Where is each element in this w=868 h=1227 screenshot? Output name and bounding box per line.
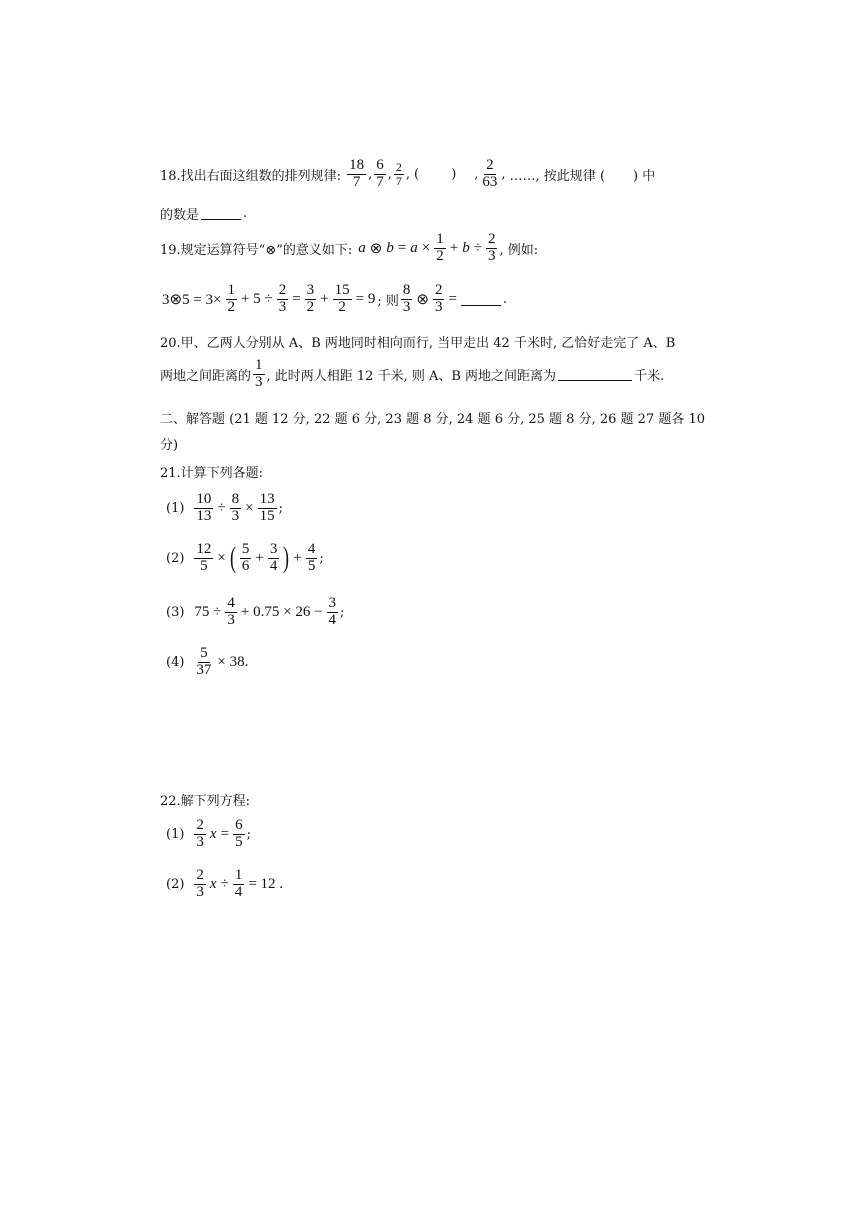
q19-ex-frac-half: $\frac{1}{2}$ bbox=[227, 282, 235, 315]
q19-eq: = bbox=[397, 239, 407, 256]
q19-ex-plus5: + 5 ÷ bbox=[241, 290, 273, 307]
q19-q-frac-2: $\frac{2}{3}$ bbox=[434, 282, 443, 315]
q19-var-b: b bbox=[386, 239, 394, 256]
q19-q-eq: = bbox=[448, 290, 457, 307]
q19-ex-result: = 9 bbox=[355, 290, 376, 307]
q19-frac-half: $\frac{1}{2}$ bbox=[436, 231, 444, 264]
q22-p1-eq: = bbox=[220, 825, 230, 842]
q19-line2 bbox=[160, 283, 507, 316]
q22-p2-label: (2) bbox=[166, 876, 185, 892]
q21-p3-lead: 75 ÷ bbox=[194, 603, 222, 620]
q18-frac-3: $\frac{2}{7}$ bbox=[395, 160, 402, 188]
q20-line2a: 两地之间距离的 bbox=[160, 368, 252, 384]
q22-p1-frac-a: $\frac{2}{3}$ bbox=[196, 817, 204, 850]
q20-unit: 千米. bbox=[634, 368, 665, 384]
q21-p4-tail: × 38. bbox=[217, 653, 249, 670]
q19-q-frac-1: $\frac{8}{3}$ bbox=[402, 282, 411, 315]
q20-line1 bbox=[160, 332, 675, 351]
q22-p1-end: ; bbox=[246, 826, 251, 842]
q21-part1 bbox=[166, 492, 283, 525]
q19-q-op: ⊗ bbox=[416, 291, 429, 308]
q21-p1-times: × bbox=[245, 499, 254, 516]
q21-title-text: 21.计算下列各题: bbox=[160, 466, 264, 481]
section2-line1 bbox=[160, 408, 705, 427]
q21-part3 bbox=[166, 596, 344, 629]
q21-p3-mid: + 0.75 × 26 − bbox=[240, 603, 323, 620]
q19-var-a2: a bbox=[410, 239, 418, 256]
q19-var-a: a bbox=[358, 239, 366, 256]
q18-tail2: ) 中 bbox=[633, 168, 656, 184]
q21-p2-frac-a: $\frac{12}{5}$ bbox=[196, 541, 212, 574]
q21-part4 bbox=[166, 646, 250, 679]
q18-prefix: 18.找出右面这组数的排列规律: bbox=[160, 168, 342, 184]
q19-frac-two-thirds: $\frac{2}{3}$ bbox=[487, 231, 496, 264]
q20-frac-third: $\frac{1}{3}$ bbox=[255, 357, 263, 390]
q21-p3-end: ; bbox=[340, 604, 345, 620]
q21-p2-frac-d: $\frac{4}{5}$ bbox=[307, 541, 316, 574]
q21-p3-frac-b: $\frac{3}{4}$ bbox=[328, 595, 337, 628]
q19-times: × bbox=[421, 239, 431, 256]
q19-div: ÷ bbox=[473, 239, 482, 256]
q18-paren-blank: ( ) bbox=[413, 166, 471, 182]
q21-p3-label: (3) bbox=[166, 604, 185, 620]
q18-tail: ……, 按此规律 ( bbox=[509, 168, 606, 184]
q18-period: . bbox=[243, 206, 248, 221]
section2-line2 bbox=[160, 434, 178, 453]
q19-line1 bbox=[160, 232, 538, 265]
q18-frac-2: $\frac{6}{7}$ bbox=[376, 157, 384, 190]
q19-ex-frac-a: $\frac{3}{2}$ bbox=[306, 282, 315, 315]
q21-p1-div: ÷ bbox=[217, 499, 226, 516]
q22-p1-frac-b: $\frac{6}{5}$ bbox=[235, 817, 243, 850]
q18-frac-4: $\frac{2}{63}$ bbox=[482, 157, 498, 190]
q19-period: . bbox=[502, 291, 508, 307]
q21-p4-label: (4) bbox=[166, 654, 185, 670]
q18-answer-blank bbox=[201, 207, 241, 220]
section2-title-cont: 分) bbox=[160, 438, 179, 453]
q21-p1-end: ; bbox=[278, 500, 284, 516]
q19-example-label: , 例如: bbox=[499, 242, 539, 258]
q20-line2b: , 此时两人相距 12 千米, 则 A、B 两地之间距离为 bbox=[266, 368, 557, 384]
q22-p2-tail: = 12 . bbox=[248, 875, 284, 892]
q19-plus: + bbox=[449, 239, 459, 256]
q21-p1-label: (1) bbox=[166, 500, 185, 516]
q22-p1-var-x: x bbox=[209, 825, 217, 842]
q21-p1-frac-c: $\frac{13}{15}$ bbox=[259, 491, 275, 524]
q21-p2-frac-b: $\frac{5}{6}$ bbox=[241, 541, 250, 574]
q18-line1: 18.找出右面这组数的排列规律: $\frac{18}{7}$ , $\frac{6}{7}$ , $\frac{2}{7}$ , ( ) , $\frac{2}{63}$ , ……, 按此规律 ( ) 中 bbox=[160, 157, 656, 190]
q22-p2-frac-b: $\frac{1}{4}$ bbox=[234, 867, 243, 900]
q19-ex-eq: = bbox=[292, 290, 301, 307]
q21-p1-frac-b: $\frac{8}{3}$ bbox=[231, 491, 240, 524]
q21-p4-frac-a: $\frac{5}{37}$ bbox=[196, 645, 212, 678]
q18-line2 bbox=[160, 204, 247, 223]
q18-frac-1: $\frac{18}{7}$ bbox=[349, 157, 365, 190]
q19-op: ⊗ bbox=[369, 240, 383, 257]
q21-part2 bbox=[166, 542, 324, 575]
q21-p2-frac-c: $\frac{3}{4}$ bbox=[269, 541, 278, 574]
q22-part1 bbox=[166, 818, 251, 851]
q19-prefix: 19.规定运算符号“⊗”的意义如下: bbox=[160, 242, 353, 258]
q20-line1-text: 20.甲、乙两人分别从 A、B 两地同时相向而行, 当甲走出 42 千米时, 乙恰好走完了 A、B bbox=[160, 336, 676, 351]
q21-p3-frac-a: $\frac{4}{3}$ bbox=[227, 595, 235, 628]
q21-p2-label: (2) bbox=[166, 550, 185, 566]
q21-p2-plus2: + bbox=[293, 549, 302, 566]
q19-then: ; 则 bbox=[377, 293, 399, 309]
section2-title: 二、解答题 (21 题 12 分, 22 题 6 分, 23 题 8 分, 24 题 6 分, 25 题 8 分, 26 题 27 题各 10 bbox=[160, 412, 706, 427]
q19-var-b2: b bbox=[462, 239, 470, 256]
q18-line2-text: 的数是 bbox=[160, 208, 200, 223]
q22-part2 bbox=[166, 868, 285, 901]
q19-ex-plus: + bbox=[320, 290, 329, 307]
q21-p2-end: ; bbox=[319, 550, 324, 566]
q21-p2-plus: + bbox=[255, 549, 264, 566]
q19-answer-blank bbox=[461, 293, 501, 306]
q21-p2-rparen: ) bbox=[283, 541, 290, 575]
q22-p1-label: (1) bbox=[166, 826, 185, 842]
q21-p1-frac-a: $\frac{10}{13}$ bbox=[196, 491, 212, 524]
q21-p2-lparen: ( bbox=[229, 541, 236, 575]
q20-answer-blank bbox=[558, 368, 632, 381]
q22-title-text: 22.解下列方程: bbox=[160, 794, 251, 809]
q21-title bbox=[160, 462, 263, 481]
q19-ex-lhs: 3⊗5 = 3× bbox=[162, 291, 222, 308]
q22-p2-div: ÷ bbox=[220, 875, 229, 892]
q22-title bbox=[160, 790, 250, 809]
q19-ex-frac-b: $\frac{15}{2}$ bbox=[334, 282, 350, 315]
q22-p2-frac-a: $\frac{2}{3}$ bbox=[196, 867, 204, 900]
q21-p2-times: × bbox=[217, 549, 226, 566]
q20-line2 bbox=[160, 358, 664, 391]
q19-ex-frac-two-thirds: $\frac{2}{3}$ bbox=[278, 282, 287, 315]
q22-p2-var-x: x bbox=[209, 875, 217, 892]
